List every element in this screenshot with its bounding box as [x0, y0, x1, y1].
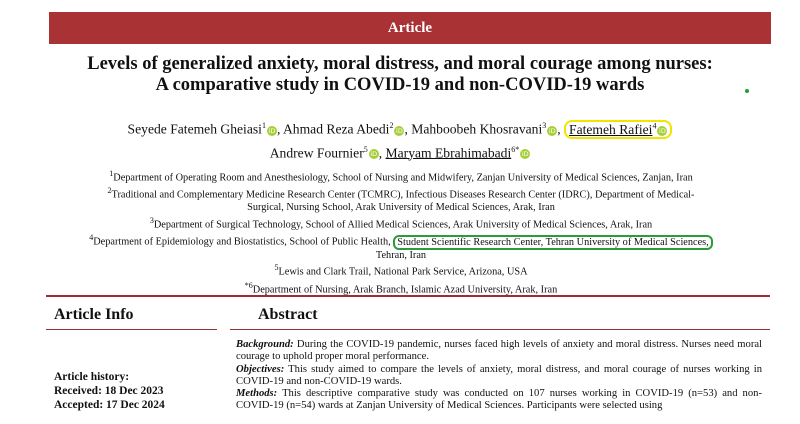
author-name[interactable]: Andrew Fournier [269, 145, 364, 161]
affiliation-4-cont: Tehran, Iran [375, 249, 427, 261]
article-info-heading: Article Info [54, 306, 134, 323]
abstract-objectives: Objectives: This study aimed to compare the levels of anxiety, moral distress, and moral courage of nurses working in COVID-19 and non-COVID-19 wards. [236, 363, 762, 387]
abstract-methods: Methods: This descriptive comparative study was conducted on 107 nurses working in COVID-19 (n=53) and non-COVID-19 (n=54) wards at Zanjan University of Medical Sciences. Participants were selected using [236, 388, 762, 412]
affiliation-5: $^5$Lewis and Clark Trail, National Park Service, Arizona, USA [274, 263, 528, 278]
affiliation-2: $^2$Traditional and Complementary Medicine Research Center (TCMRC), Infectious Diseases Research Center (IDRC), Department of Medical- [107, 186, 695, 201]
article-history [54, 370, 165, 412]
author-name[interactable]: Seyede Fatemeh Gheiasi [127, 121, 262, 137]
article-title [0, 54, 800, 96]
title-line-2: A comparative study in COVID-19 and non-COVID-19 wards [155, 75, 645, 95]
orcid-icon[interactable]: iD [548, 126, 556, 135]
affiliations [44, 168, 758, 297]
affiliation-1: $^1$Department of Operating Room and Anesthesiology, School of Nursing and Midwifery, Zanjan University of Medical Sciences, Zanjan, Iran [109, 169, 693, 184]
article-type-banner: Article [49, 12, 771, 44]
highlighted-affiliation: Student Scientific Research Center, Tehran University of Medical Sciences, [393, 235, 713, 250]
article-info-underline [46, 329, 217, 330]
orcid-icon[interactable]: iD [659, 126, 666, 135]
abstract-background: Background: During the COVID-19 pandemic, nurses faced high levels of anxiety and moral distress. Nurses need moral courage to uphold proper moral performance. [236, 339, 762, 363]
orcid-icon[interactable]: iD [521, 150, 529, 159]
section-divider [46, 295, 770, 297]
author-name[interactable]: Maryam Ebrahimabadi [385, 145, 512, 161]
orcid-icon[interactable]: iD [370, 150, 378, 159]
author-name[interactable]: Fatemeh Rafiei [569, 121, 653, 137]
abstract-heading: Abstract [258, 306, 318, 323]
accepted-date: Accepted: 17 Dec 2024 [54, 399, 165, 411]
annotation-dot [745, 89, 749, 93]
title-line-1: Levels of generalized anxiety, moral distress, and moral courage among nurses: [87, 54, 713, 74]
affiliation-4: $^4$Department of Epidemiology and Biostatistics, School of Public Health, Student Scientific Research Center, Tehran University of Medical Sciences, [44, 232, 758, 249]
received-date: Received: 18 Dec 2023 [54, 385, 164, 397]
affiliation-3: $^3$Department of Surgical Technology, School of Allied Medical Sciences, Arak University of Medical Sciences, Arak, Iran [149, 216, 653, 231]
history-label: Article history: [54, 371, 130, 383]
author-list: Seyede Fatemeh Gheiasi$^1$iD , Ahmad Reza Abedi$^2$iD , Mahboobeh Khosravani$^3$iD , Fatemeh Rafiei$^4$iD Andrew Fournier$^5$iD , Maryam Ebrahimabadi$^{6*}$iD [0, 116, 800, 163]
orcid-icon[interactable]: iD [268, 126, 276, 135]
affiliation-6: $^{*6}$Department of Nursing, Arak Branch, Islamic Azad University, Arak, Iran [244, 280, 558, 296]
abstract-underline [230, 329, 770, 330]
author-name[interactable]: Mahboobeh Khosravani [411, 121, 543, 137]
highlighted-author: Fatemeh Rafiei$^4$iD [564, 120, 672, 139]
affiliation-2-cont: Surgical, Nursing School, Arak University of Medical Sciences, Arak, Iran [247, 202, 555, 214]
author-name[interactable]: Ahmad Reza Abedi [282, 121, 390, 137]
orcid-icon[interactable]: iD [396, 126, 403, 135]
abstract-body [236, 339, 762, 413]
